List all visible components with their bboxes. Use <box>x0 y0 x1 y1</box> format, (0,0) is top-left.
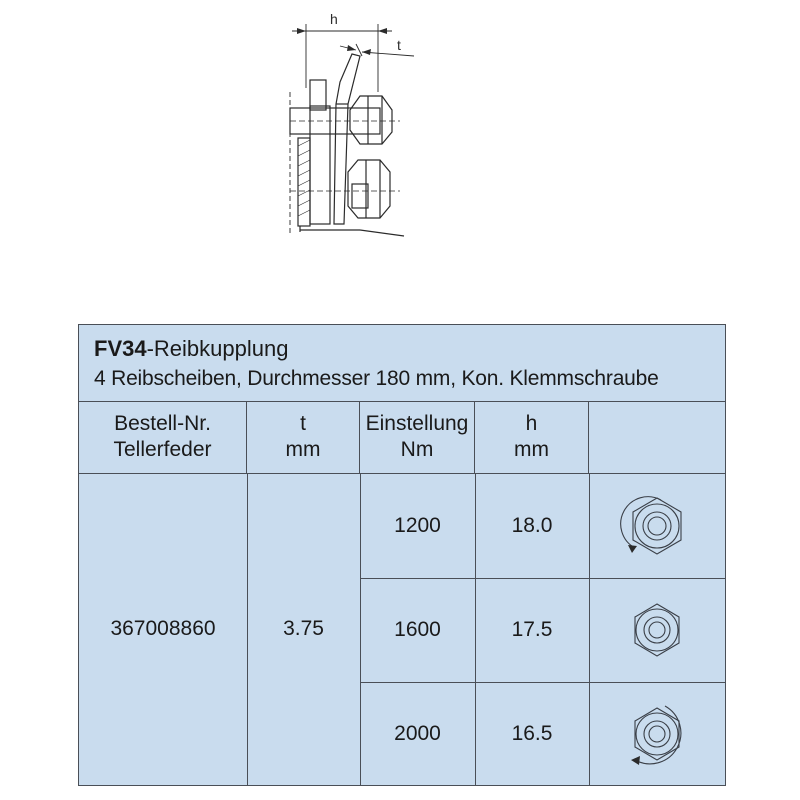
header-t <box>247 401 360 473</box>
dimension-h-label: h <box>330 11 338 27</box>
spec-table <box>78 324 726 786</box>
header-line: Nm <box>400 438 434 461</box>
header-line: mm <box>514 438 549 461</box>
h-cell: 17.5 <box>511 618 553 641</box>
header-line: h <box>525 412 538 435</box>
order-number-cell: 367008860 <box>110 617 216 640</box>
title-rest: -Reibkupplung <box>146 336 289 361</box>
header-line: t <box>300 412 306 435</box>
nut-icon-cell <box>589 682 725 785</box>
header-h <box>475 401 589 473</box>
header-line: Bestell-Nr. <box>114 412 211 435</box>
header-line: Einstellung <box>365 412 469 435</box>
setting-cell: 1200 <box>394 513 441 537</box>
setting-cell: 2000 <box>394 721 441 745</box>
table-title-block <box>79 325 725 402</box>
header-icon-column <box>589 401 725 473</box>
setting-cell: 1600 <box>394 618 441 641</box>
title-model: FV34 <box>94 336 147 361</box>
header-line: mm <box>285 438 321 461</box>
t-value-cell: 3.75 <box>283 617 324 640</box>
table-subtitle: 4 Reibscheiben, Durchmesser 180 mm, Kon. Klemmschraube <box>94 367 659 390</box>
header-order-number <box>79 401 247 473</box>
nut-rotate-clockwise-icon <box>617 694 697 774</box>
header-line: Tellerfeder <box>113 438 212 461</box>
h-cell: 16.5 <box>511 721 553 745</box>
h-cell: 18.0 <box>511 513 553 537</box>
friction-coupling-drawing <box>0 0 800 300</box>
nut-icon <box>617 590 697 670</box>
nut-icon-cell <box>589 473 725 578</box>
dimension-t-label: t <box>397 37 401 53</box>
nut-rotate-counterclockwise-icon <box>617 486 697 566</box>
header-setting <box>360 401 475 473</box>
table-title <box>94 336 288 362</box>
nut-icon-cell <box>589 578 725 682</box>
